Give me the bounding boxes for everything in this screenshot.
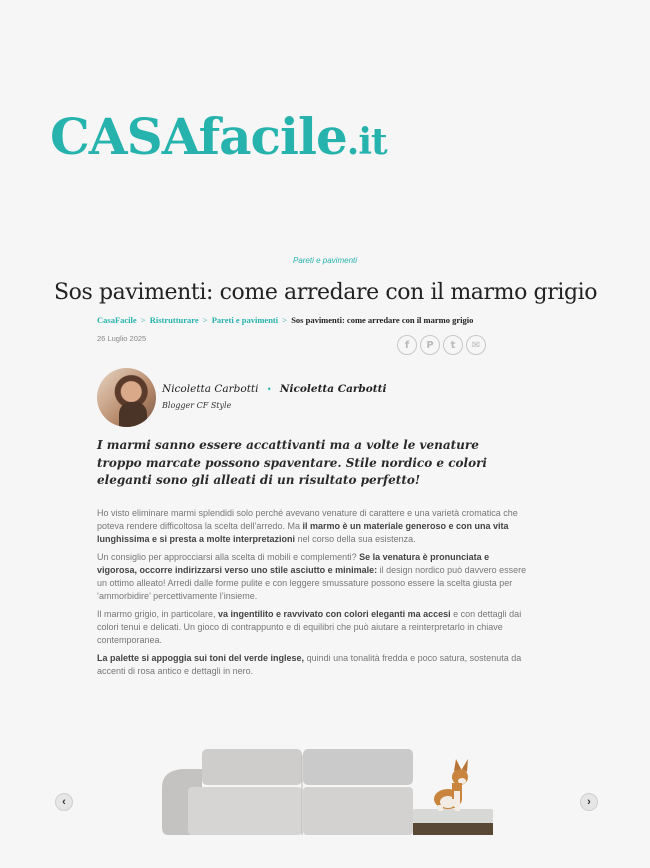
text-run: il design nordico può davvero essere un ottimo alleato! Arredi dalle forme pulite e con leggere smussature possono essere la scelta giusta per ‘ammorbidire’ percettivamente l’insieme. (97, 565, 527, 601)
paragraph (97, 608, 527, 647)
carousel-next-button[interactable]: › (580, 793, 598, 811)
publish-date: 26 Luglio 2025 (97, 334, 147, 343)
author-role: Blogger CF Style (162, 401, 232, 410)
text-run: Un consiglio per approcciarsi alla scelta di mobili e complementi? (97, 552, 360, 562)
article-lead: I marmi sanno essere accattivanti ma a volte le venature troppo marcate possono spaventare. Stile nordico e colori eleganti sono gli alleati di un risultato perfetto! (97, 438, 487, 487)
paragraph (97, 507, 527, 546)
category-link[interactable]: Pareti e pavimenti (292, 256, 358, 265)
paragraph (97, 551, 527, 603)
breadcrumb (97, 315, 473, 325)
twitter-icon[interactable]: t (443, 335, 463, 355)
bold-run: Se la venatura è pronunciata e vigorosa, occorre indirizzarsi verso uno stile asciutto e minimale: (97, 552, 490, 575)
bold-run: va ingentilito e ravvivato con colori eleganti ma accesi (218, 609, 451, 619)
breadcrumb-home[interactable]: CasaFacile (97, 315, 137, 325)
author-dot: • (266, 385, 272, 394)
text-run: Ho visto eliminare marmi splendidi solo perché avevano venature di carattere e una varietà cromatica che poteva rendere difficoltosa la scelta dell’arredo. Ma (97, 508, 518, 531)
bold-run: il marmo è un materiale generoso e con una vita lunghissima e si presta a molte interpretazioni (97, 521, 509, 544)
article-body (97, 507, 527, 683)
text-run: Il marmo grigio, in particolare, (97, 609, 219, 619)
text-run: quindi una tonalità fredda e poco satura, sostenuta da accenti di rosa antico e dettagli in nero. (97, 653, 522, 676)
paragraph (97, 652, 527, 678)
bold-run: La palette si appoggia sui toni del verde inglese, (97, 653, 305, 663)
breadcrumb-pareti[interactable]: Pareti e pavimenti (211, 315, 279, 325)
author-name[interactable]: Nicoletta Carbotti (162, 383, 259, 395)
email-icon[interactable]: ✉ (466, 335, 486, 355)
logo-casa: CASA (50, 107, 199, 166)
author-line (162, 383, 386, 395)
author-avatar[interactable] (97, 368, 156, 427)
page-title: Sos pavimenti: come arredare con il marmo grigio (54, 280, 598, 305)
logo-facile: facile (198, 107, 347, 166)
facebook-icon[interactable]: f (397, 335, 417, 355)
author-name-bold[interactable]: Nicoletta Carbotti (279, 383, 387, 395)
breadcrumb-ristrutturare[interactable]: Ristrutturare (149, 315, 199, 325)
text-run: nel corso della sua esistenza. (295, 534, 416, 544)
image-carousel (0, 735, 650, 835)
sofa-image (160, 747, 495, 839)
carousel-prev-button[interactable]: ‹ (55, 793, 73, 811)
breadcrumb-current: Sos pavimenti: come arredare con il marmo grigio (291, 315, 474, 325)
site-logo[interactable] (50, 107, 387, 166)
pinterest-icon[interactable]: P (420, 335, 440, 355)
breadcrumb-separator: > (140, 315, 146, 325)
breadcrumb-separator: > (282, 315, 288, 325)
share-bar (397, 335, 486, 355)
logo-tld: .it (346, 121, 387, 163)
text-run: e con dettagli dai colori tenui e delicati. Un gioco di contrappunto e di equilibri che può aiutare a reinterpretarlo in chiave contemporanea. (97, 609, 522, 645)
breadcrumb-separator: > (202, 315, 208, 325)
avatar-figure (119, 402, 147, 427)
